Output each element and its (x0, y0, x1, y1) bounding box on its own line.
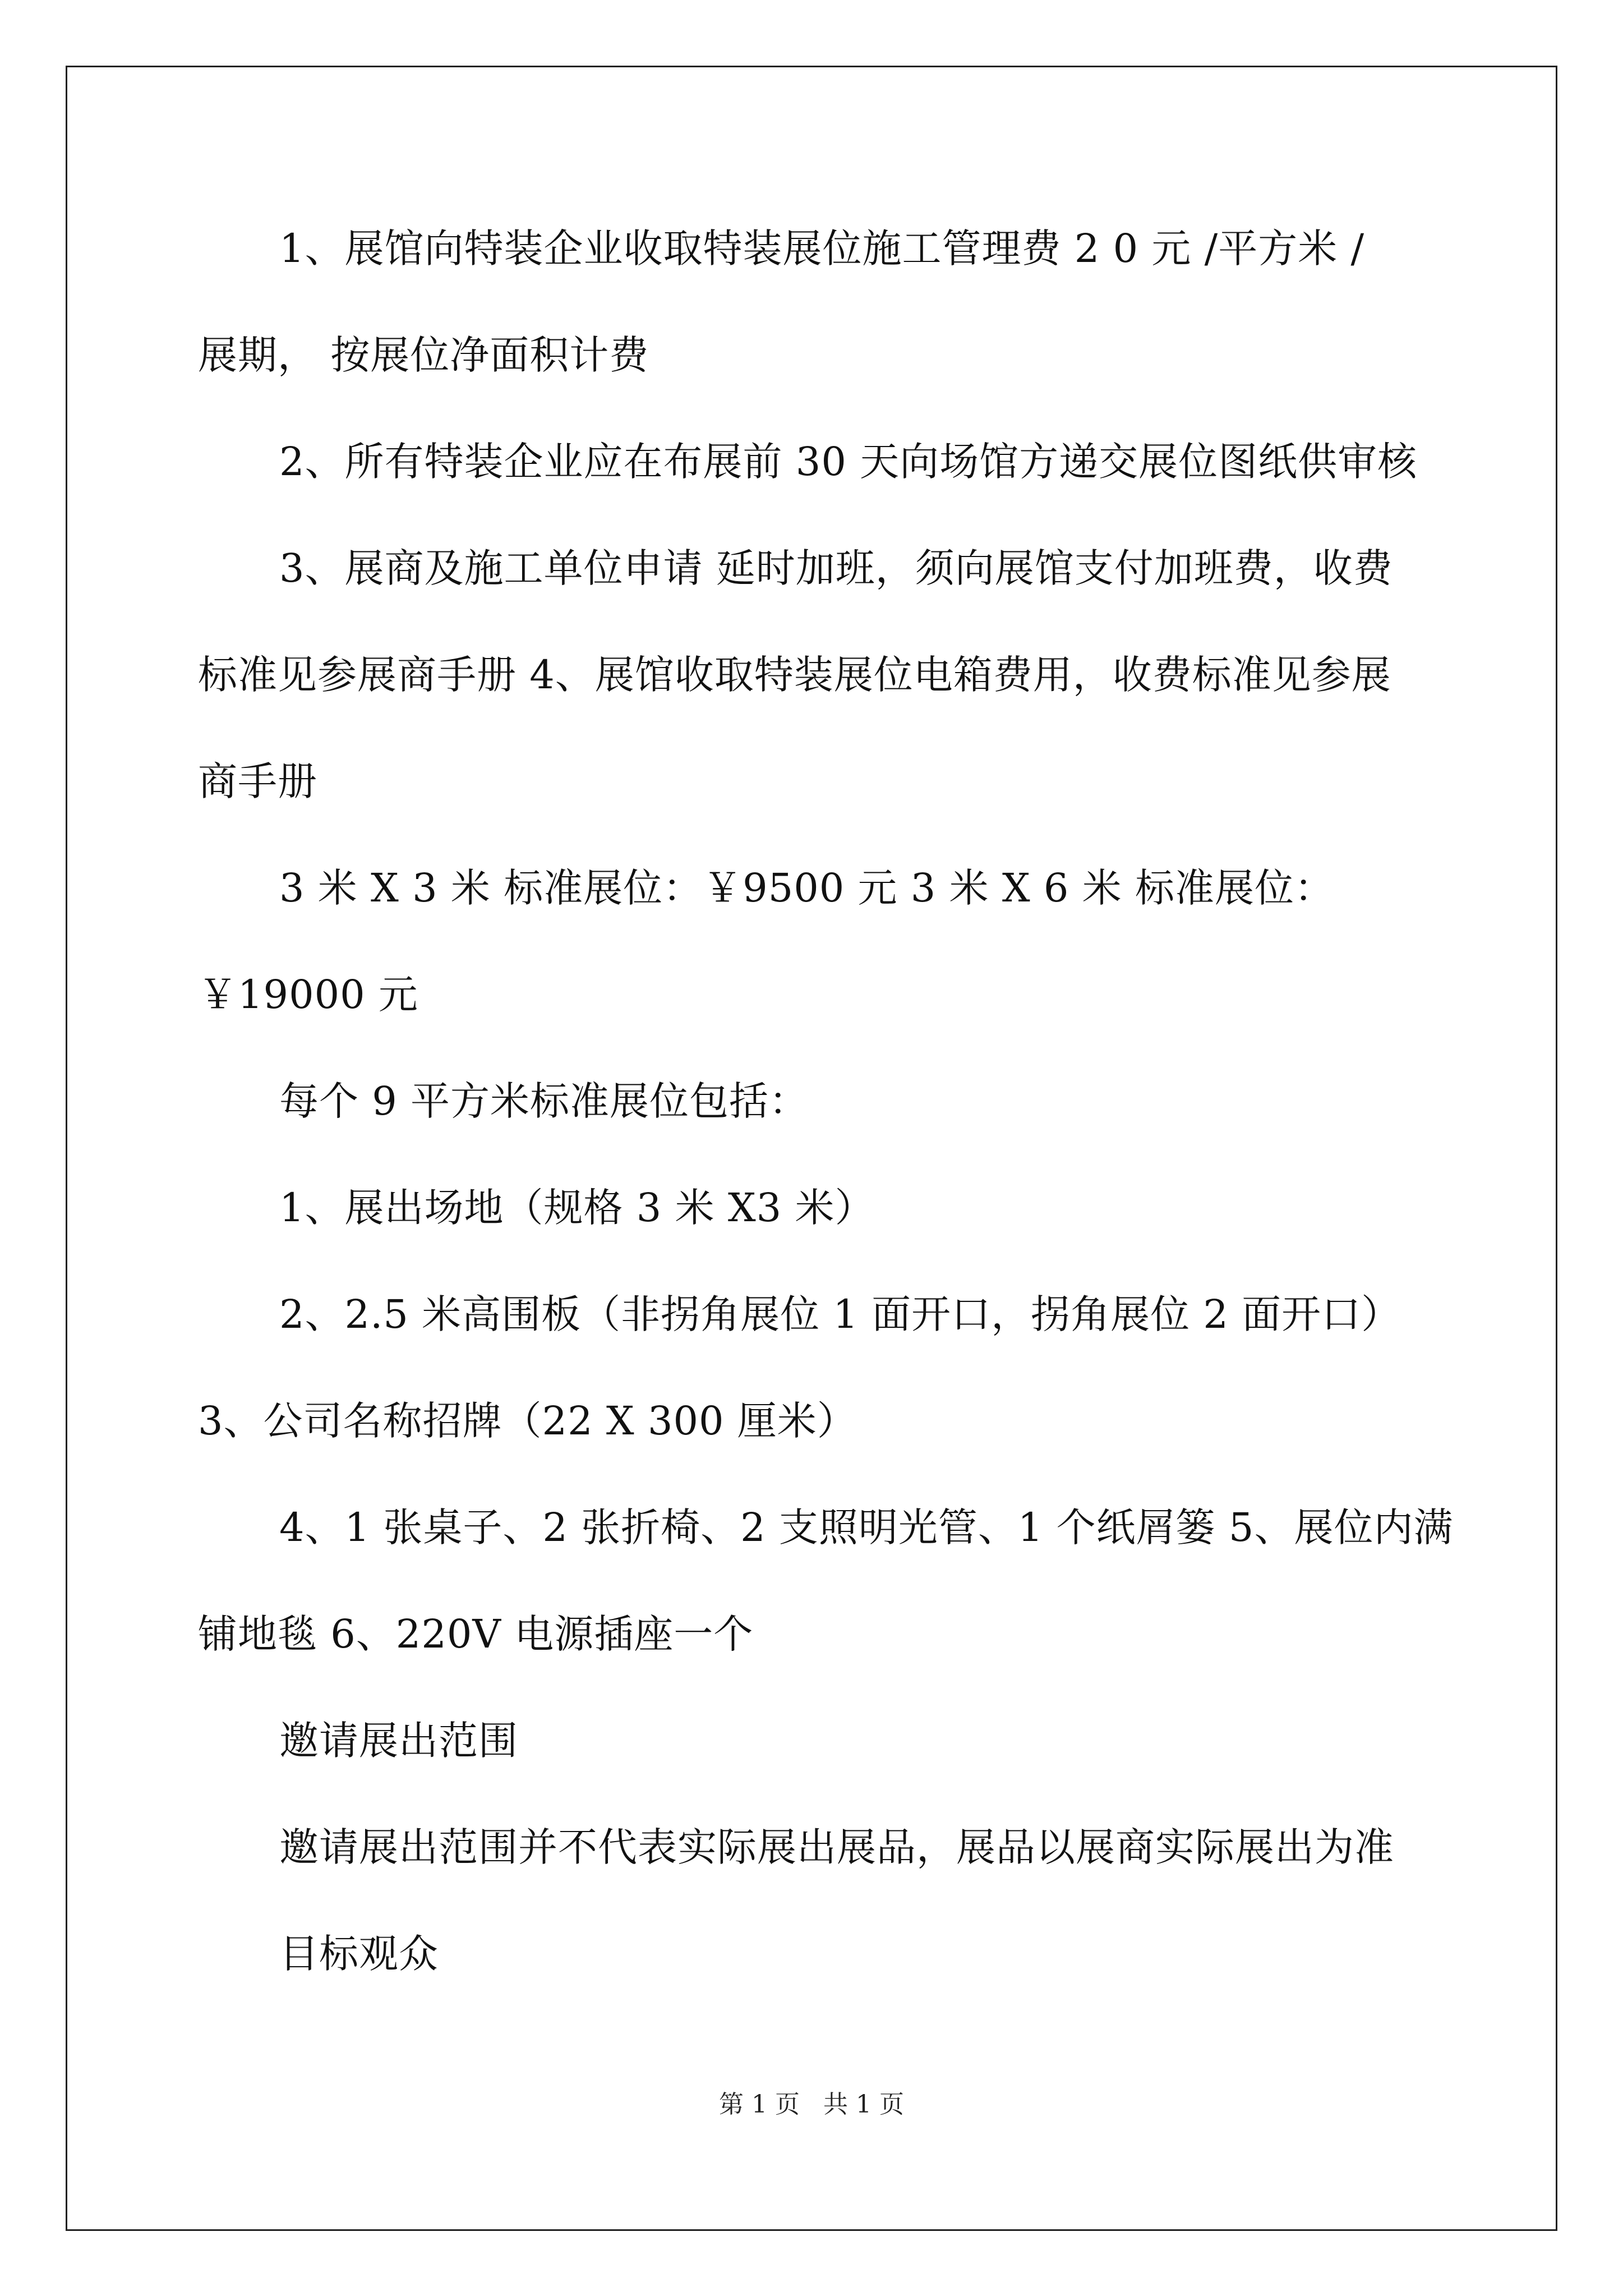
paragraph-line-4: 3、展商及施工单位申请 延时加班，须向展馆支付加班费，收费 (279, 545, 1393, 591)
paragraph-line-7: 3 米 X 3 米 标准展位：￥9500 元 3 米 X 6 米 标准展位： (279, 865, 1334, 911)
paragraph-line-6: 商手册 (198, 758, 317, 804)
paragraph-line-3: 2、所有特装企业应在布展前 30 天向场馆方递交展位图纸供审核 (279, 439, 1418, 485)
paragraph-line-8: ￥19000 元 (198, 972, 418, 1018)
paragraph-line-1: 1、展馆向特装企业收取特装展位施工管理费 2 0 元 /平方米 / (279, 226, 1365, 272)
page-footer (0, 2088, 1623, 2122)
paragraph-line-13: 4、1 张桌子、2 张折椅、2 支照明光管、1 个纸屑篓 5、展位内满 (279, 1504, 1454, 1550)
paragraph-line-5: 标准见参展商手册 4、展馆收取特装展位电箱费用，收费标准见参展 (198, 652, 1391, 698)
paragraph-line-10: 1、展出场地（规格 3 米 X3 米） (279, 1185, 875, 1231)
paragraph-line-15: 邀请展出范围 (279, 1718, 518, 1764)
page-border (66, 66, 1557, 2231)
page-number-current: 第 1 页 (719, 2090, 800, 2119)
paragraph-line-17: 目标观众 (279, 1931, 439, 1977)
paragraph-line-2: 展期， 按展位净面积计费 (198, 332, 649, 378)
paragraph-line-16: 邀请展出范围并不代表实际展出展品，展品以展商实际展出为准 (279, 1824, 1394, 1870)
paragraph-line-12: 3、公司名称招牌（22 X 300 厘米） (198, 1398, 857, 1444)
paragraph-line-14: 铺地毯 6、220V 电源插座一个 (198, 1611, 754, 1657)
page-number-total: 共 1 页 (823, 2090, 904, 2119)
paragraph-line-9: 每个 9 平方米标准展位包括： (279, 1078, 809, 1124)
paragraph-line-11: 2、2.5 米高围板（非拐角展位 1 面开口，拐角展位 2 面开口） (279, 1291, 1401, 1337)
